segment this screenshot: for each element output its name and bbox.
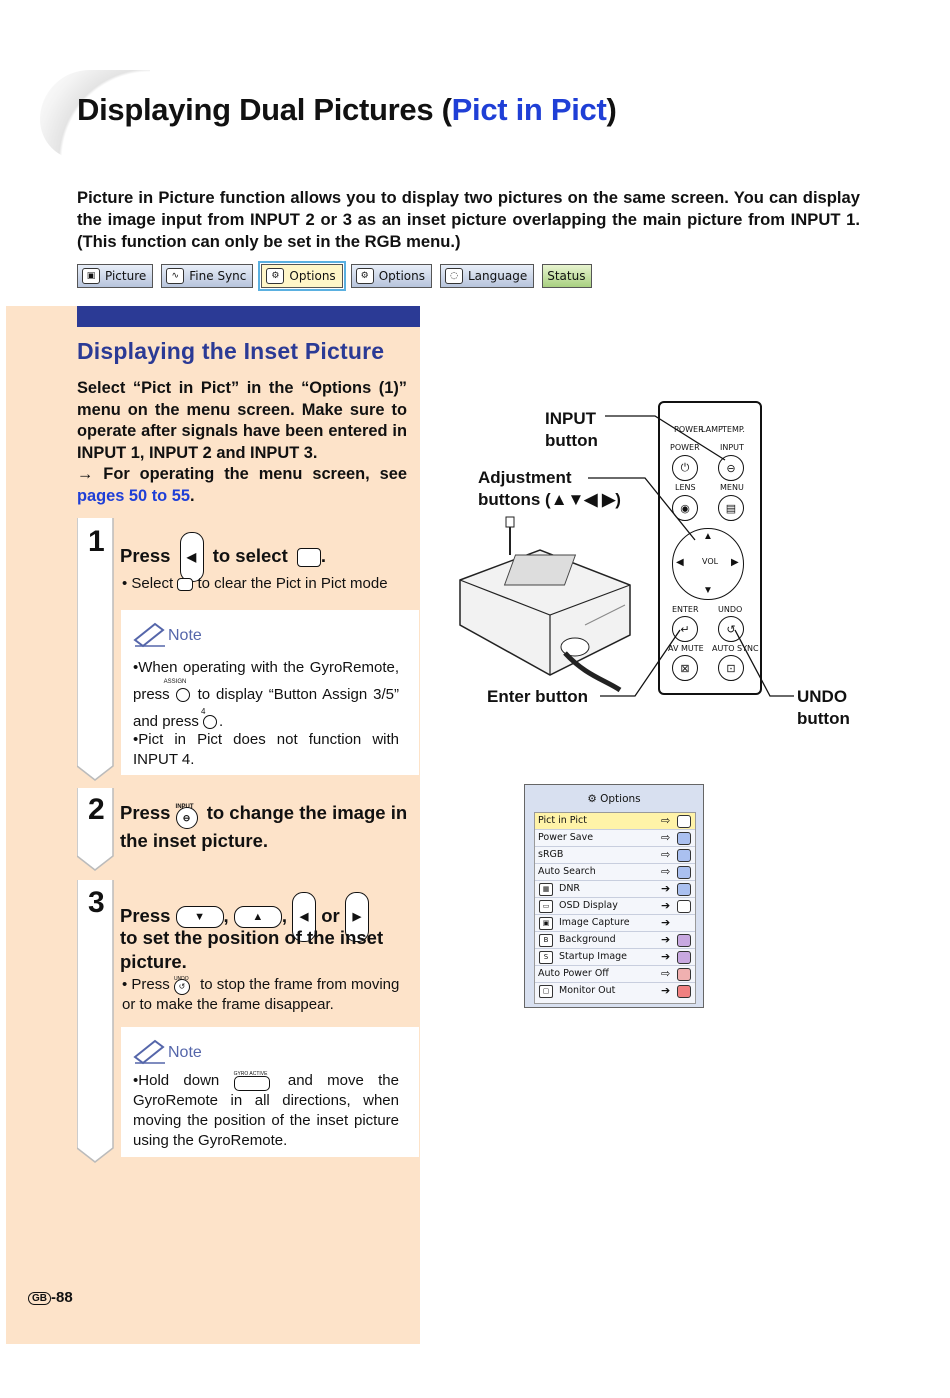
input-button-callout: INPUT button (545, 409, 598, 450)
right-arrow-button-icon: ▶ (345, 892, 369, 942)
power-indicator-label: POWER (674, 425, 704, 434)
lens-button[interactable]: ◉ (672, 495, 698, 521)
gyro-active-button-icon: GYRO ACTIVE (234, 1073, 274, 1089)
tab-picture: ▣ Picture (77, 264, 153, 288)
power-button[interactable]: ⏻ (672, 455, 698, 481)
input-button-label: INPUT (720, 443, 744, 452)
tab-options-2: ⚙ Options (351, 264, 432, 288)
av-mute-label: AV MUTE (668, 644, 704, 653)
section-bar (77, 306, 420, 327)
menu-row-image-capture[interactable]: ▣ Image Capture ➔ (535, 915, 695, 932)
assign-button-icon: ASSIGN (176, 681, 192, 695)
undo-button-icon: UNDO ↺ (174, 977, 196, 993)
pict-in-pict-icon (297, 548, 321, 567)
note-1-text: •When operating with the GyroRemote, press ASSIGN to display “Button Assign 3/5” and press 4 . (133, 654, 399, 735)
page-number: GB -88 (28, 1289, 73, 1306)
monitor-icon: ▢ (539, 985, 553, 998)
lamp-indicator-label: LAMP (701, 425, 723, 434)
osd-icon: ▭ (539, 900, 553, 913)
temp-indicator-label: TEMP. (722, 425, 745, 434)
intro-paragraph: Picture in Picture function allows you to display two pictures on the same screen. You can display the image input from INPUT 2 or 3 as an inset picture overlapping the main picture from INPUT 1. (This function can only be set in the RGB menu.) (77, 188, 860, 251)
menu-title: ⚙ Options (587, 793, 641, 805)
page-title: Displaying Dual Pictures (Pict in Pict) (77, 92, 617, 127)
language-icon: ◌ (445, 268, 463, 284)
down-arrow-button-icon: ▼ (176, 906, 224, 928)
undo-button-callout: UNDO button (797, 687, 850, 728)
gb-badge: GB (28, 1292, 51, 1305)
step-1-text: Press ◀ to select . (120, 532, 326, 582)
enter-button-callout: Enter button (487, 687, 589, 706)
auto-sync-button[interactable]: ⊡ (718, 655, 744, 681)
tab-language: ◌ Language (440, 264, 534, 288)
note-3-text: •Hold down GYRO ACTIVE and move the GyroRemote in all directions, when moving the position of the inset picture using the GyroRemote. (133, 1071, 399, 1149)
input-button-icon: INPUT ⊖ (176, 803, 202, 825)
menu-row-power-save[interactable]: Power Save ⇨ (535, 830, 695, 847)
off-icon (177, 578, 193, 591)
section-title: Displaying the Inset Picture (77, 338, 385, 364)
menu-row-osd-display[interactable]: ▭ OSD Display ➔ (535, 898, 695, 915)
tab-status: Status (542, 264, 592, 288)
step-1-note (121, 610, 419, 775)
right-arrow-icon[interactable]: ▶ (731, 557, 739, 568)
capture-icon: ▣ (539, 917, 553, 930)
av-mute-button[interactable]: ⊠ (672, 655, 698, 681)
enter-button-label: ENTER (672, 605, 699, 614)
options-icon: ⚙ (356, 268, 374, 284)
menu-row-auto-power-off[interactable]: Auto Power Off ⇨ (535, 966, 695, 983)
tab-fine-sync: ∿ Fine Sync (161, 264, 253, 288)
options-icon: ⚙ (266, 268, 284, 284)
menu-row-srgb[interactable]: sRGB ⇨ (535, 847, 695, 864)
options-menu-screen (524, 784, 704, 1008)
note-pencil-icon (133, 1037, 167, 1070)
menu-row-background[interactable]: B Background ➔ (535, 932, 695, 949)
note-label: Note (168, 1044, 202, 1061)
menu-button-label: MENU (720, 483, 744, 492)
down-arrow-icon[interactable]: ▼ (703, 585, 713, 596)
step-3-buttons: Press ▼ , ▲ , ◀ or ▶ (120, 892, 369, 942)
four-button-icon: 4 (203, 708, 219, 735)
input-button[interactable]: ⊖ (718, 455, 744, 481)
step-bands (77, 518, 117, 1168)
callout-lines (470, 400, 850, 720)
menu-row-dnr[interactable]: ▦ DNR ➔ (535, 881, 695, 898)
power-button-label: POWER (670, 443, 700, 452)
note-pencil-icon (133, 620, 167, 653)
menu-row-auto-search[interactable]: Auto Search ⇨ (535, 864, 695, 881)
note-2-text: •Pict in Pict does not function with INPUT 4. (133, 731, 399, 768)
left-arrow-button-icon: ◀ (180, 532, 204, 582)
left-arrow-icon[interactable]: ◀ (676, 557, 684, 568)
picture-icon: ▣ (82, 268, 100, 284)
menu-row-pict-in-pict[interactable]: Pict in Pict ⇨ (535, 813, 695, 830)
step-1-bullet: • Select to clear the Pict in Pict mode (122, 575, 388, 592)
up-arrow-button-icon: ▲ (234, 906, 282, 928)
menu-button[interactable]: ▤ (718, 495, 744, 521)
step-3-text: to set the position of the inset picture. (120, 927, 384, 972)
startup-icon: S (539, 951, 553, 964)
step-3-band (77, 880, 113, 1162)
fine-sync-icon: ∿ (166, 268, 184, 284)
left-arrow-button-icon: ◀ (292, 892, 316, 942)
step-2-number: 2 (88, 793, 105, 826)
pages-link[interactable]: pages 50 to 55 (77, 486, 190, 505)
background-icon: B (539, 934, 553, 947)
enter-button[interactable]: ↵ (672, 616, 698, 642)
adjustment-buttons-callout: Adjustment buttons (▲▼◀ ▶) (478, 468, 621, 509)
lens-button-label: LENS (675, 483, 696, 492)
undo-button-label: UNDO (718, 605, 743, 614)
auto-sync-label: AUTO SYNC (712, 644, 759, 653)
vol-label: VOL (702, 557, 719, 566)
tab-options-1: ⚙ Options (261, 264, 342, 288)
menu-row-monitor-out[interactable]: ▢ Monitor Out ➔ (535, 983, 695, 999)
menu-list (534, 812, 696, 1004)
undo-button[interactable]: ↺ (718, 616, 744, 642)
step-1-number: 1 (88, 525, 105, 558)
section-lead: Select “Pict in Pict” in the “Options (1)” menu on the menu screen. Make sure to operate after signals have been entered in INPUT 1, INPUT 2 and INPUT 3. → For operating the menu screen, see pages 50 to 55. (77, 379, 407, 505)
up-arrow-icon[interactable]: ▲ (703, 531, 713, 542)
menu-tabs (77, 264, 600, 290)
step-3-bullet: • Press UNDO ↺ to stop the frame from moving or to make the frame disappear. (122, 976, 400, 1013)
step-3-number: 3 (88, 886, 105, 919)
dnr-icon: ▦ (539, 883, 553, 896)
menu-row-startup-image[interactable]: S Startup Image ➔ (535, 949, 695, 966)
step-2-text: Press INPUT ⊖ to change the image in the inset picture. (120, 802, 408, 851)
step-3-note (121, 1027, 419, 1157)
note-label: Note (168, 627, 202, 644)
